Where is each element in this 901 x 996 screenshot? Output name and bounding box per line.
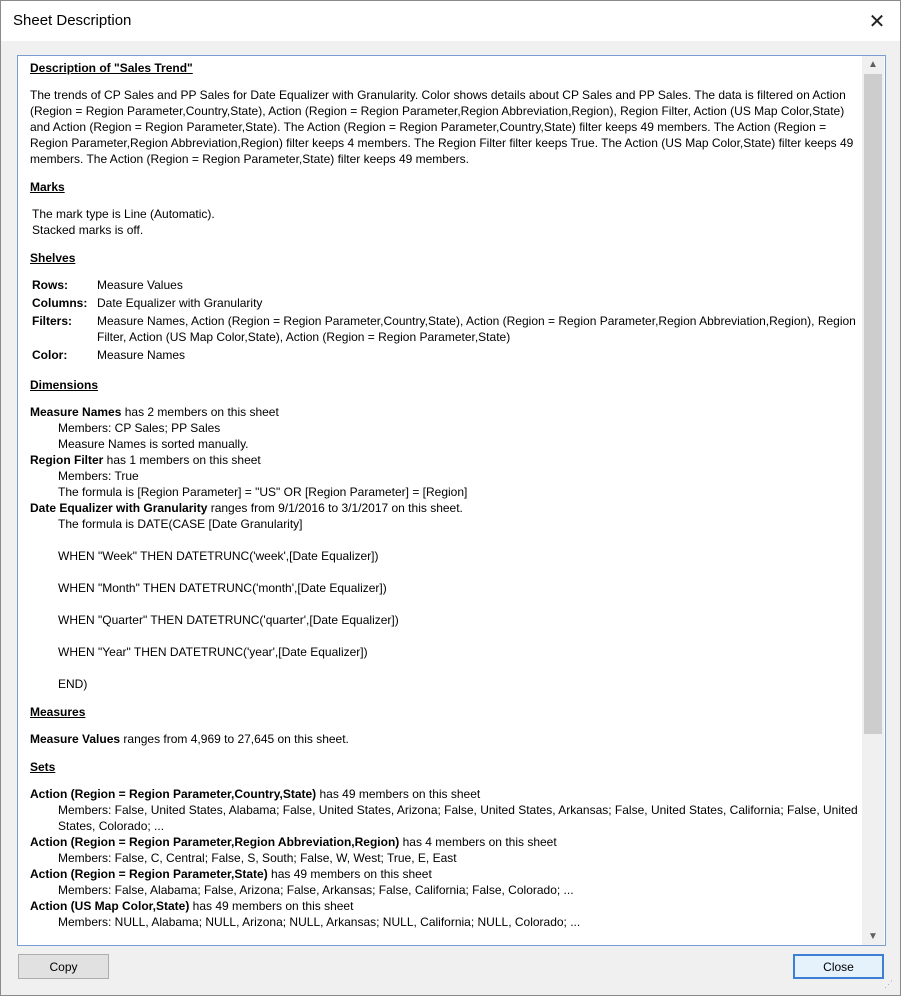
shelf-value: Date Equalizer with Granularity <box>97 296 263 310</box>
measures-heading: Measures <box>30 705 86 719</box>
dimension-members: Members: True <box>58 469 139 483</box>
set-item <box>30 786 858 802</box>
set-item <box>30 834 858 850</box>
dimension-measure-names <box>30 404 858 420</box>
dimension-summary: has 2 members on this sheet <box>121 405 279 419</box>
dimension-name: Measure Names <box>30 405 122 419</box>
shelf-value: Measure Names <box>97 348 186 362</box>
dimension-region-filter <box>30 452 858 468</box>
shelf-row-rows <box>32 277 858 295</box>
title-bar <box>1 1 900 41</box>
dimension-note: Measure Names is sorted manually. <box>58 437 249 451</box>
dimension-summary: ranges from 9/1/2016 to 3/1/2017 on this sheet. <box>207 501 463 515</box>
formula-line: The formula is DATE(CASE [Date Granularity] <box>58 517 303 531</box>
dimension-name: Date Equalizer with Granularity <box>30 501 208 515</box>
dimension-name: Region Filter <box>30 453 104 467</box>
description-panel <box>17 55 886 946</box>
shelves-heading: Shelves <box>30 251 76 265</box>
dialog-title: Sheet Description <box>13 12 132 29</box>
measure-summary: ranges from 4,969 to 27,645 on this sheet. <box>120 732 349 746</box>
marks-line-type: The mark type is Line (Automatic). <box>32 207 215 221</box>
formula-blank <box>30 596 858 612</box>
resize-grip-icon[interactable]: ⋰ <box>884 979 893 989</box>
formula-line: WHEN "Quarter" THEN DATETRUNC('quarter',[Date Equalizer]) <box>58 613 399 627</box>
formula-line: END) <box>58 677 88 691</box>
formula-line: WHEN "Week" THEN DATETRUNC('week',[Date Equalizer]) <box>58 549 379 563</box>
marks-line-stacked: Stacked marks is off. <box>32 223 144 237</box>
copy-button[interactable]: Copy <box>18 954 109 979</box>
shelf-key: Rows: <box>32 278 68 292</box>
set-members: Members: NULL, Alabama; NULL, Arizona; NULL, Arkansas; NULL, California; NULL, Colorado; ... <box>58 915 581 929</box>
description-heading: Description of "Sales Trend" <box>30 61 193 75</box>
measure-values <box>30 731 858 747</box>
formula-blank <box>30 532 858 548</box>
shelf-value: Measure Names, Action (Region = Region Parameter,Country,State), Action (Region = Region Parameter,Region Abbreviation,Region), Region Filter, Action (US Map Color,State), Action (Region = Region Parameter,State) <box>97 314 856 344</box>
formula-line: WHEN "Year" THEN DATETRUNC('year',[Date Equalizer]) <box>58 645 368 659</box>
close-icon[interactable]: ✕ <box>868 10 886 33</box>
formula-blank <box>30 564 858 580</box>
formula-blank <box>30 628 858 644</box>
formula-blank <box>30 660 858 676</box>
set-name: Action (US Map Color,State) <box>30 899 190 913</box>
shelf-row-columns <box>32 295 858 313</box>
shelves-table <box>32 277 858 365</box>
shelf-key: Columns: <box>32 296 88 310</box>
set-name: Action (Region = Region Parameter,Country,State) <box>30 787 317 801</box>
set-name: Action (Region = Region Parameter,State) <box>30 867 268 881</box>
description-content <box>30 60 858 942</box>
sets-heading: Sets <box>30 760 56 774</box>
scrollbar-thumb[interactable] <box>864 74 882 734</box>
set-members: Members: False, United States, Alabama; False, United States, Arizona; False, United States, Arkansas; False, United States, California; False, United States, Colorado; ... <box>58 803 858 833</box>
measure-name: Measure Values <box>30 732 121 746</box>
description-text: The trends of CP Sales and PP Sales for Date Equalizer with Granularity. Color shows details about CP Sales and PP Sales. The data is filtered on Action (Region = Region Parameter,Country,State), Action (Region = Region Parameter,Region Abbreviation,Region), Region Filter, Action (US Map Color,State) and Action (Region = Region Parameter,State). The Action (Region = Region Parameter,Country,State) filter keeps 49 members. The Action (Region = Region Parameter,Region Abbreviation,Region) filter keeps 4 members. The Region Filter filter keeps True. The Action (US Map Color,State) filter keeps 49 members. The Action (Region = Region Parameter,State) filter keeps 49 members. <box>30 88 854 166</box>
set-members: Members: False, C, Central; False, S, South; False, W, West; True, E, East <box>58 851 457 865</box>
shelf-row-filters <box>32 313 858 347</box>
set-members: Members: False, Alabama; False, Arizona; False, Arkansas; False, California; False, Colorado; ... <box>58 883 574 897</box>
shelf-key: Filters: <box>32 314 73 328</box>
marks-heading: Marks <box>30 180 65 194</box>
dimension-formula: The formula is [Region Parameter] = "US" OR [Region Parameter] = [Region] <box>58 485 468 499</box>
vertical-scrollbar[interactable] <box>862 56 884 945</box>
set-summary: has 49 members on this sheet <box>316 787 481 801</box>
shelf-row-color <box>32 347 858 365</box>
dimension-date-equalizer <box>30 500 858 516</box>
chevron-up-icon[interactable]: ▲ <box>868 59 878 70</box>
set-summary: has 49 members on this sheet <box>189 899 354 913</box>
set-summary: has 4 members on this sheet <box>399 835 557 849</box>
close-button[interactable]: Close <box>793 954 884 979</box>
set-item <box>30 866 858 882</box>
shelf-key: Color: <box>32 348 68 362</box>
shelf-value: Measure Values <box>97 278 183 292</box>
chevron-down-icon[interactable]: ▼ <box>868 931 878 942</box>
dimension-summary: has 1 members on this sheet <box>103 453 261 467</box>
set-item <box>30 898 858 914</box>
set-name: Action (Region = Region Parameter,Region Abbreviation,Region) <box>30 835 400 849</box>
dimension-members: Members: CP Sales; PP Sales <box>58 421 221 435</box>
set-summary: has 49 members on this sheet <box>267 867 432 881</box>
dimensions-heading: Dimensions <box>30 378 99 392</box>
formula-line: WHEN "Month" THEN DATETRUNC('month',[Date Equalizer]) <box>58 581 387 595</box>
